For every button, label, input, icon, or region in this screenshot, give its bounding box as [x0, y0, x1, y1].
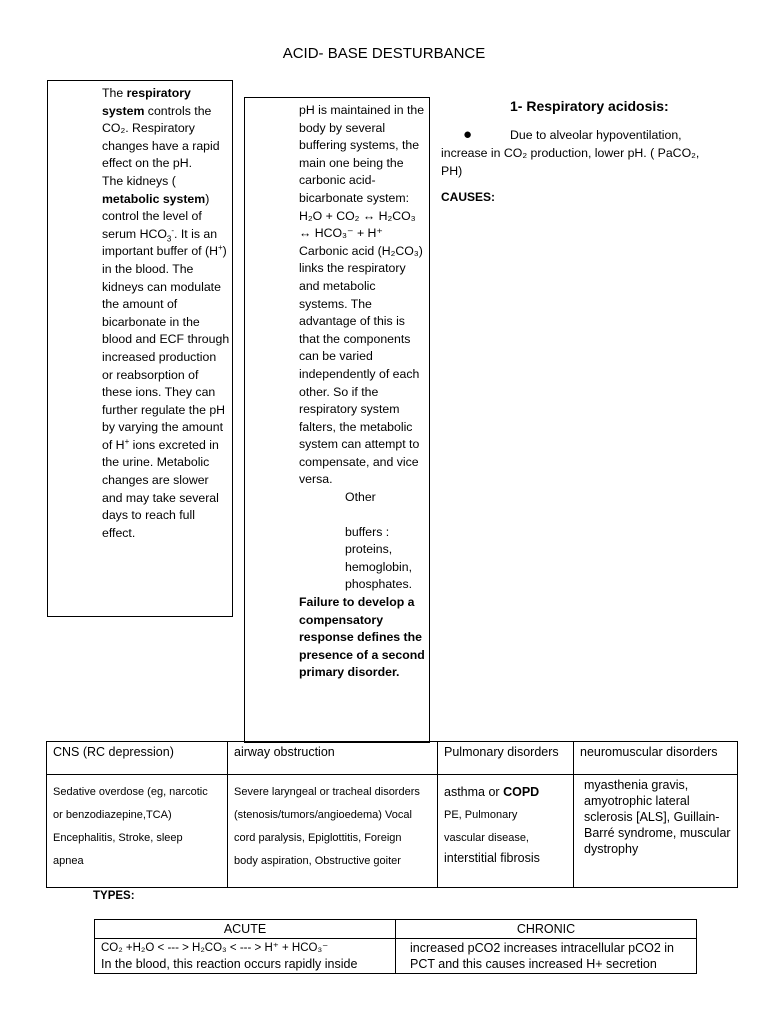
- causes-table-row: [47, 775, 738, 888]
- pulmonary-causes: asthma or COPD PE, Pulmonary vascular disease, interstitial fibrosis: [438, 775, 574, 888]
- types-label: TYPES:: [93, 890, 135, 902]
- neuromuscular-causes: myasthenia gravis, amyotrophic lateral sclerosis [ALS], Guillain-Barré syndrome, muscular dystrophy: [574, 775, 738, 888]
- causes-label: CAUSES:: [441, 190, 496, 204]
- types-table-header-row: [95, 920, 697, 939]
- buffers-label: buffers :: [345, 524, 390, 539]
- other-label: Other: [345, 490, 376, 505]
- chronic-description: increased pCO2 increases intracellular pCO2 in PCT and this causes increased H+ secretion: [396, 939, 697, 974]
- buffering-system-box: [244, 97, 430, 743]
- failure-statement: Failure to develop a compensatory response defines the presence of a second primary disorder.: [299, 595, 425, 680]
- left-paragraph-1: The respiratory system controls the CO₂. Respiratory changes have a rapid effect on the pH.: [102, 86, 220, 171]
- equation-line-2: ↔ HCO₃⁻ + H⁺: [299, 226, 383, 241]
- header-pulmonary: Pulmonary disorders: [438, 742, 574, 775]
- equation-line-1: H₂O + CO₂ ↔ H₂CO₃: [299, 208, 416, 223]
- carbonic-acid-paragraph: Carbonic acid (H₂CO₃) links the respiratory and metabolic systems. The advantage of this is that the components can be varied independently of each other. So if the respiratory system falters, the metabolic system can attempt to compensate, and vice versa.: [299, 243, 423, 487]
- bullet-icon: ●: [463, 126, 473, 143]
- causes-table: [46, 741, 738, 888]
- buffer-phosphates: phosphates.: [345, 577, 413, 592]
- header-cns: CNS (RC depression): [47, 742, 228, 775]
- respiratory-metabolic-box: [47, 80, 233, 617]
- buffer-hemoglobin: hemoglobin,: [345, 559, 412, 574]
- acidosis-bullet: [441, 126, 711, 180]
- respiratory-acidosis-heading: 1- Respiratory acidosis:: [510, 98, 669, 114]
- page-title: ACID- BASE DESTURBANCE: [282, 45, 486, 62]
- chronic-header: CHRONIC: [396, 920, 697, 939]
- types-table: [94, 919, 697, 974]
- header-airway: airway obstruction: [228, 742, 438, 775]
- acidosis-bullet-text: Due to alveolar hypoventilation, increase in CO₂ production, lower pH. ( PaCO₂, PH): [441, 128, 700, 178]
- buffer-proteins: proteins,: [345, 542, 393, 557]
- types-table-row: [95, 939, 697, 974]
- left-paragraph-2: The kidneys ( metabolic system) control the level of serum $HCO_3^-$. It is an important buffer of (H+) in the blood. The kidneys can modulate the amount of bicarbonate in the blood and ECF through increased production or reabsorption of these ions. They can further regulate the pH by varying the amount of H+ ions excreted in the urine. Metabolic changes are slower and may take several days to reach full effect.: [102, 173, 230, 540]
- airway-causes: Severe laryngeal or tracheal disorders (stenosis/tumors/angioedema) Vocal cord paralysis, Epiglottitis, Foreign body aspiration, Obstructive goiter: [228, 775, 438, 888]
- acute-header: ACUTE: [95, 920, 396, 939]
- causes-table-header-row: [47, 742, 738, 775]
- cns-causes: Sedative overdose (eg, narcotic or benzodiazepine,TCA) Encephalitis, Stroke, sleep apnea: [47, 775, 228, 888]
- header-neuromuscular: neuromuscular disorders: [574, 742, 738, 775]
- buffer-intro: pH is maintained in the body by several buffering systems, the main one being the carbonic acid-bicarbonate system:: [299, 103, 425, 205]
- acute-description: CO₂ +H₂O < --- > H₂CO₃ < --- > H⁺ + HCO₃⁻ In the blood, this reaction occurs rapidly inside: [95, 939, 396, 974]
